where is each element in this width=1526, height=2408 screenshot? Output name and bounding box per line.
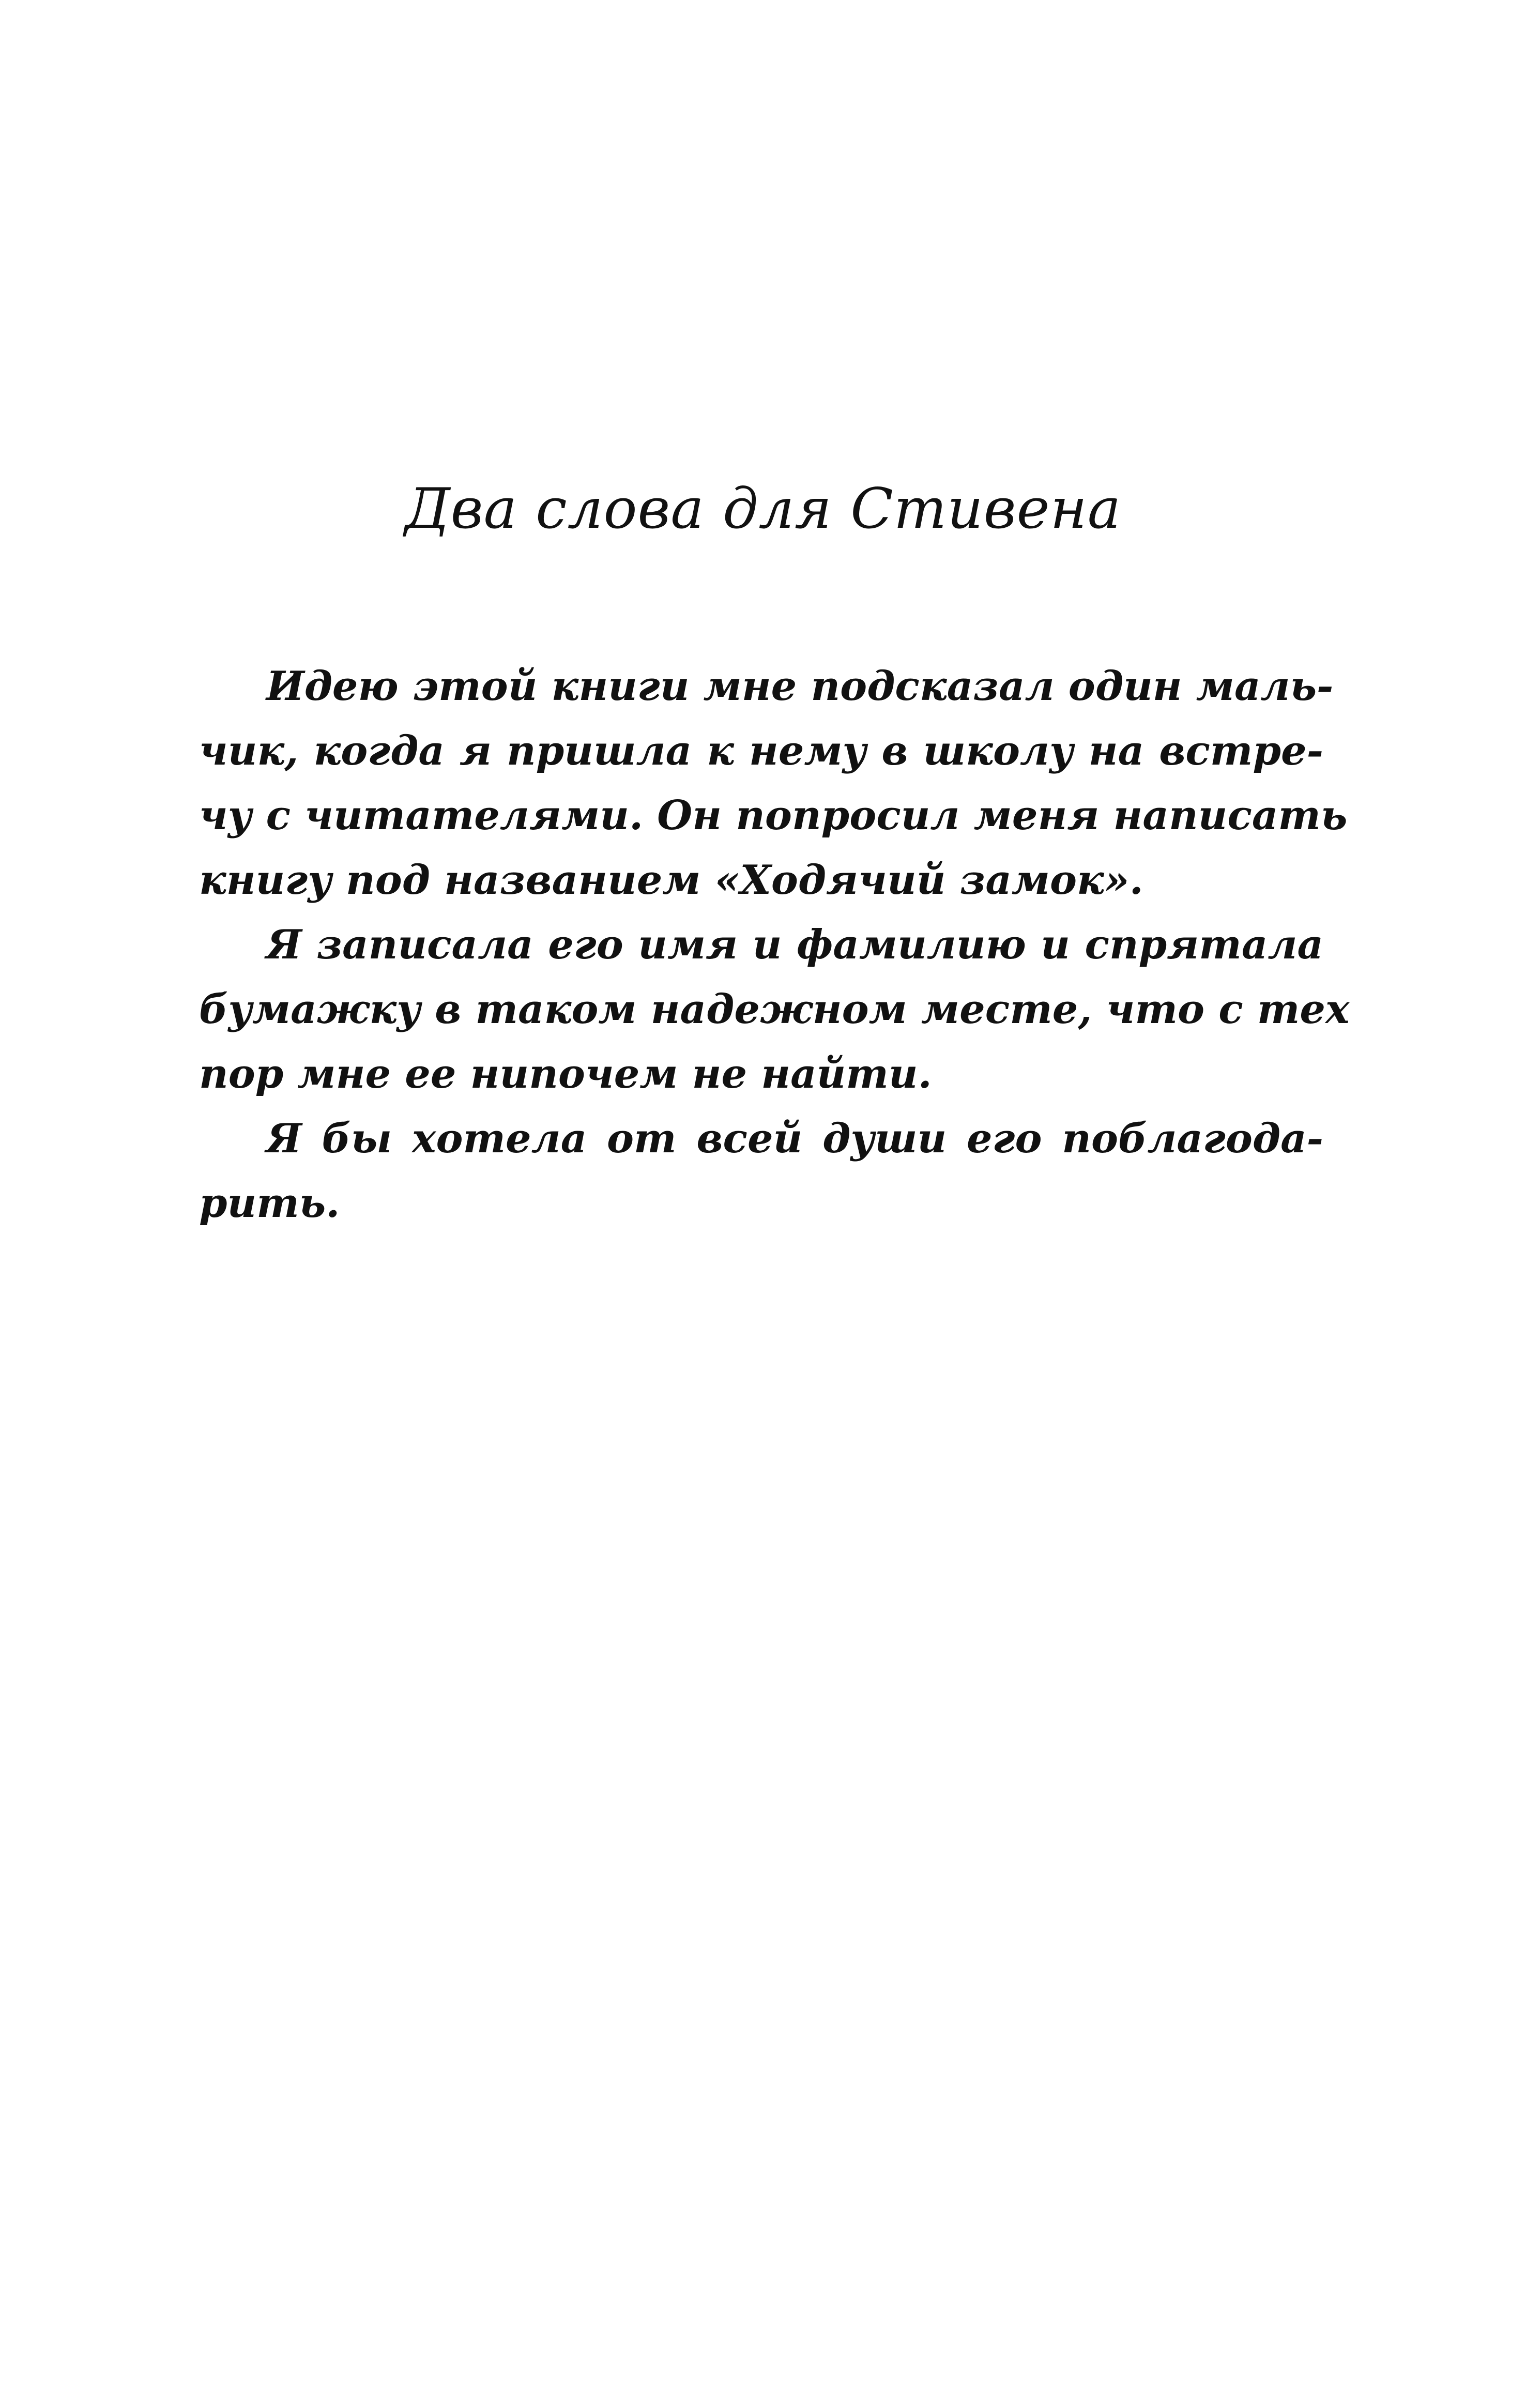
text-line: чик, когда я пришла к нему в школу на встре-: [199, 727, 1323, 774]
text-line: пор мне ее нипочем не найти.: [199, 1050, 932, 1098]
text-line: книгу под названием «Ходячий замок».: [199, 857, 1143, 904]
text-line: Я записала его имя и фамилию и спрятала: [266, 921, 1323, 968]
text-line: бумажку в таком надежном месте, что с тех: [199, 986, 1350, 1033]
text-line: Идею этой книги мне подсказал один маль-: [266, 663, 1334, 710]
paragraph: [199, 1106, 1323, 1236]
paragraph: [199, 654, 1348, 912]
text-line: чу с читателями. Он попросил меня написать: [199, 792, 1348, 839]
text-line: рить.: [199, 1180, 340, 1227]
text-line: Я бы хотела от всей души его поблагода-: [266, 1115, 1323, 1162]
page-title: Два слова для Стивена: [404, 477, 1122, 541]
dedication-text: [199, 654, 1350, 1236]
paragraph: [199, 912, 1350, 1106]
